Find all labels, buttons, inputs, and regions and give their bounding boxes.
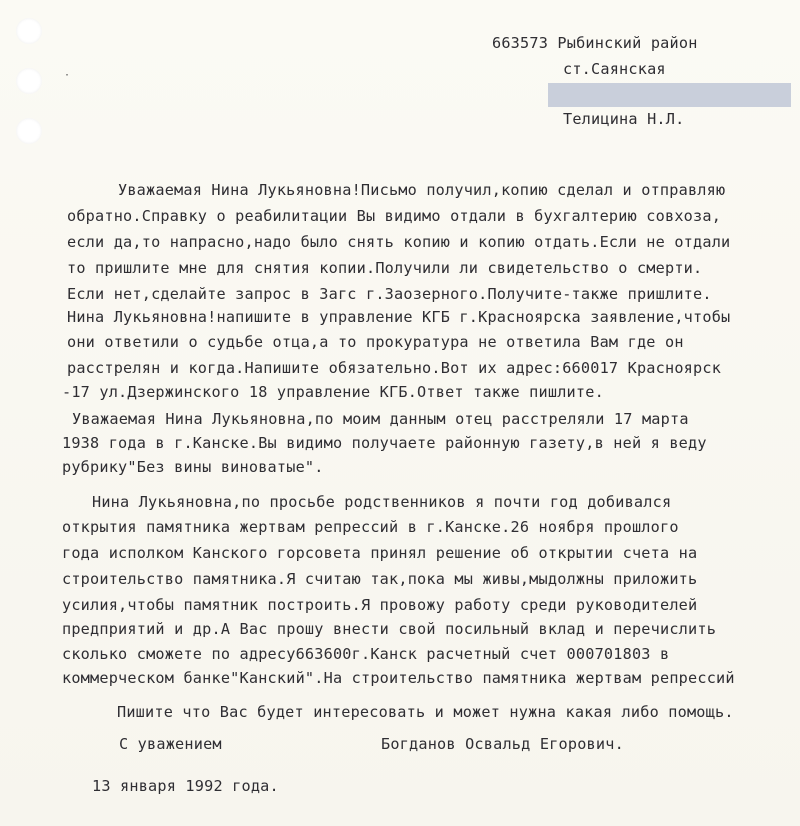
punch-hole <box>16 18 42 44</box>
body-line: Уважаемая Нина Лукьяновна,по моим данным отец расстреляли 17 марта <box>72 410 689 428</box>
body-line: Нина Лукьяновна,по просьбе родственников я почти год добивался <box>92 493 672 511</box>
signature: Богданов Освальд Егорович. <box>381 735 624 753</box>
body-line: обратно.Справку о реабилитации Вы видимо отдали в бухгалтерию совхоза, <box>67 207 722 225</box>
body-line: Пишите что Вас будет интересовать и может нужна какая либо помощь. <box>117 703 734 721</box>
redaction-bar <box>548 83 791 107</box>
body-line: 1938 года в г.Канске.Вы видимо получаете районную газету,в ней я веду <box>62 434 707 452</box>
body-line: расстрелян и когда.Напишите обязательно.Вот их адрес:660017 Красноярск <box>67 359 722 377</box>
body-line: рубрику"Без вины виноватые". <box>62 458 324 476</box>
body-line: Нина Лукьяновна!напишите в управление КГБ г.Красноярска заявление,чтобы <box>67 308 731 326</box>
body-line: предприятий и др.А Вас прошу внести свой посильный вклад и перечислить <box>62 620 717 638</box>
body-line: сколько сможете по адресу663600г.Канск расчетный счет 000701803 в <box>62 645 670 663</box>
body-line: открытия памятника жертвам репрессий в г.Канске.26 ноября прошлого <box>62 518 679 536</box>
address-line-1: 663573 Рыбинский район <box>492 34 698 52</box>
address-line-3: Телицина Н.Л. <box>563 110 685 128</box>
body-line: года исполком Канского горсовета принял решение об открытии счета на <box>62 544 698 562</box>
body-line: коммерческом банке"Канский".На строительство памятника жертвам репрессий <box>62 669 735 687</box>
body-line: Уважаемая Нина Лукьяновна!Письмо получил,копию сделал и отправляю <box>118 181 726 199</box>
body-line: Если нет,сделайте запрос в Загс г.Заозерного.Получите-также пришлите. <box>67 285 712 303</box>
salutation: С уважением <box>119 735 222 753</box>
margin-mark: · <box>64 70 71 81</box>
punch-hole <box>16 118 42 144</box>
punch-hole <box>16 68 42 94</box>
address-line-2: ст.Саянская <box>563 60 666 78</box>
body-line: то пришлите мне для снятия копии.Получили ли свидетельство о смерти. <box>67 259 703 277</box>
body-line: -17 ул.Дзержинского 18 управление КГБ.Ответ также пишлите. <box>62 383 604 401</box>
body-line: строительство памятника.Я считаю так,пока мы живы,мыдолжны приложить <box>62 570 698 588</box>
body-line: усилия,чтобы памятник построить.Я провожу работу среди руководителей <box>62 596 698 614</box>
body-line: они ответили о судьбе отца,а то прокуратура не ответила Вам где он <box>67 333 684 351</box>
letter-date: 13 января 1992 года. <box>92 777 279 795</box>
body-line: если да,то напрасно,надо было снять копию и копию отдать.Если не отдали <box>67 233 731 251</box>
